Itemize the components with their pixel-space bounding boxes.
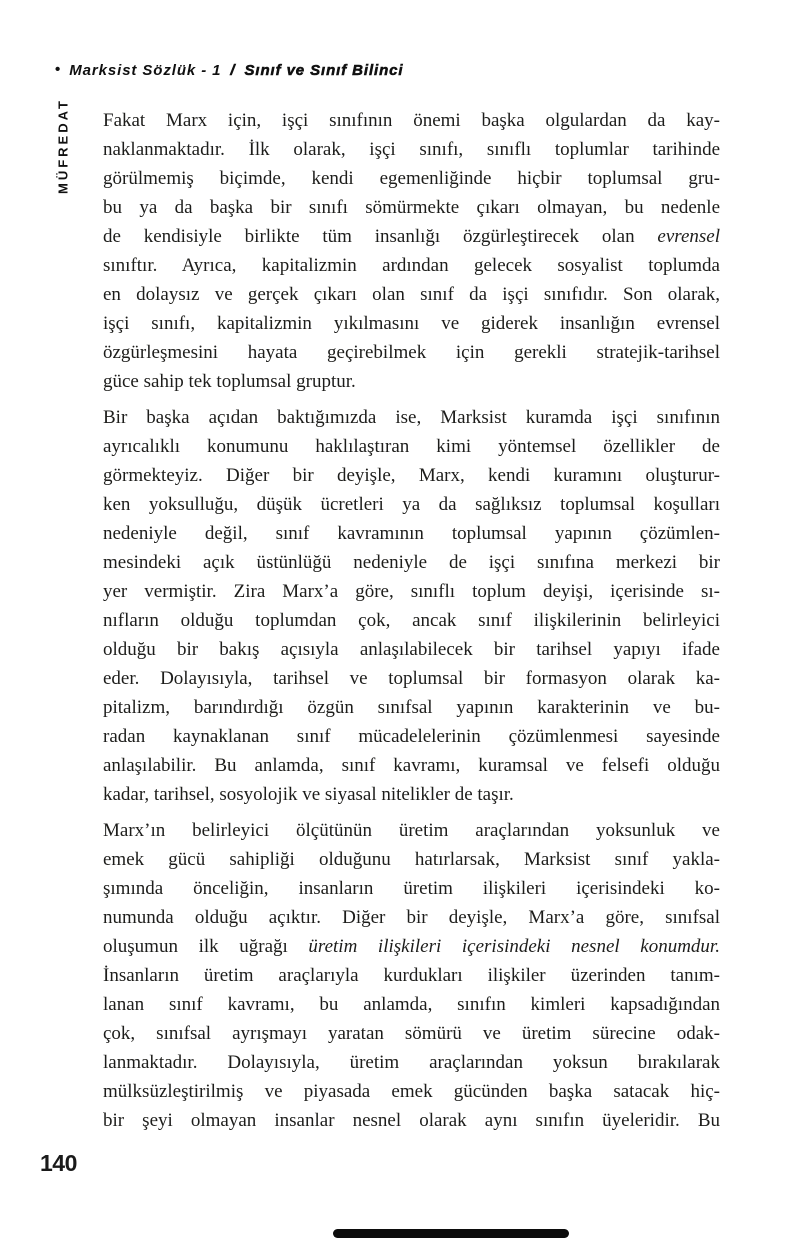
- text-line: olduğu bir bakış açısıyla anlaşılabilecek bir tarihsel yapıyı ifade: [103, 639, 720, 660]
- paragraph: [103, 403, 720, 809]
- text-line: kadar, tarihsel, sosyolojik ve siyasal nitelikler de taşır.: [103, 784, 514, 805]
- text-line: sınıftır. Ayrıca, kapitalizmin ardından gelecek sosyalist toplumda: [103, 255, 720, 276]
- home-indicator-handle[interactable]: [333, 1229, 569, 1238]
- text-line: nıfların olduğu toplumdan çok, ancak sınıf ilişkilerinin belirleyici: [103, 610, 720, 631]
- text-line: bir şeyi olmayan insanlar nesnel olarak aynı sınıfın üyeleridir. Bu: [103, 1110, 720, 1131]
- text-line: mülksüzleştirilmiş ve piyasada emek gücünden başka satacak hiç-: [103, 1081, 720, 1102]
- running-header: [55, 62, 404, 79]
- text-line: güce sahip tek toplumsal gruptur.: [103, 371, 356, 392]
- text-line: mesindeki açık üstünlüğü nedeniyle de işçi sınıfına merkezi bir: [103, 552, 720, 573]
- page-number: 140: [40, 1150, 77, 1176]
- body-text: [103, 106, 720, 1142]
- series-title: Marksist Sözlük - 1: [69, 62, 222, 79]
- paragraph: [103, 816, 720, 1135]
- text-line: de kendisiyle birlikte tüm insanlığı özgürleştirecek olan evrensel: [103, 226, 720, 247]
- text-line: işçi sınıfı, kapitalizmin yıkılmasını ve giderek insanlığın evrensel: [103, 313, 720, 334]
- text-line: yer vermiştir. Zira Marx’a göre, sınıflı toplum deyişi, içerisinde sı-: [103, 581, 720, 602]
- text-line: pitalizm, barındırdığı özgün sınıfsal yapının karakterinin ve bu-: [103, 697, 720, 718]
- text-line: en dolaysız ve gerçek çıkarı olan sınıf da işçi sınıfıdır. Son olarak,: [103, 284, 720, 305]
- text-line: radan kaynaklanan sınıf mücadelelerinin çözümlenmesi sayesinde: [103, 726, 720, 747]
- bullet-icon: •: [55, 61, 61, 78]
- text-line: bu ya da başka bir sınıfı sömürmekte çıkarı olmayan, bu nedenle: [103, 197, 720, 218]
- text-line: lanan sınıf kavramı, bu anlamda, sınıfın kimleri kapsadığından: [103, 994, 720, 1015]
- text-line: ken yoksulluğu, düşük ücretleri ya da sağlıksız toplumsal koşulları: [103, 494, 720, 515]
- text-line: özgürleşmesini hayata geçirebilmek için gerekli stratejik-tarihsel: [103, 342, 720, 363]
- text-line: numunda olduğu açıktır. Diğer bir deyişle, Marx’a göre, sınıfsal: [103, 907, 720, 928]
- text-line: eder. Dolayısıyla, tarihsel ve toplumsal bir formasyon olarak ka-: [103, 668, 720, 689]
- text-line: ayrıcalıklı konumunu haklılaştıran kimi yöntemsel özellikler de: [103, 436, 720, 457]
- text-line: görmekteyiz. Diğer bir deyişle, Marx, kendi kuramını oluşturur-: [103, 465, 720, 486]
- text-line: naklanmaktadır. İlk olarak, işçi sınıfı, sınıflı toplumlar tarihinde: [103, 139, 720, 160]
- text-line: emek gücü sahipliği olduğunu hatırlarsak, Marksist sınıf yakla-: [103, 849, 720, 870]
- text-line: İnsanların üretim araçlarıyla kurdukları ilişkiler üzerinden tanım-: [103, 965, 720, 986]
- text-line: anlaşılabilir. Bu anlamda, sınıf kavramı, kuramsal ve felsefi olduğu: [103, 755, 720, 776]
- text-line: şımında önceliğin, insanların üretim ilişkileri içerisindeki ko-: [103, 878, 720, 899]
- text-line: Fakat Marx için, işçi sınıfının önemi başka olgulardan da kay-: [103, 110, 720, 131]
- text-line: çok, sınıfsal ayrışmayı yaratan sömürü ve üretim sürecine odak-: [103, 1023, 720, 1044]
- header-separator: /: [230, 62, 236, 79]
- margin-section-label: MÜFREDAT: [55, 98, 71, 194]
- text-line: oluşumun ilk uğrağı üretim ilişkileri içerisindeki nesnel konumdur.: [103, 936, 720, 957]
- text-line: nedeniyle değil, sınıf kavramının toplumsal yapının çözümlen-: [103, 523, 720, 544]
- text-line: görülmemiş biçimde, kendi egemenliğinde hiçbir toplumsal gru-: [103, 168, 720, 189]
- chapter-title: Sınıf ve Sınıf Bilinci: [244, 62, 404, 79]
- paragraph: [103, 106, 720, 396]
- text-line: Bir başka açıdan baktığımızda ise, Marksist kuramda işçi sınıfının: [103, 407, 720, 428]
- text-line: lanmaktadır. Dolayısıyla, üretim araçlarından yoksun bırakılarak: [103, 1052, 720, 1073]
- text-line: Marx’ın belirleyici ölçütünün üretim araçlarından yoksunluk ve: [103, 820, 720, 841]
